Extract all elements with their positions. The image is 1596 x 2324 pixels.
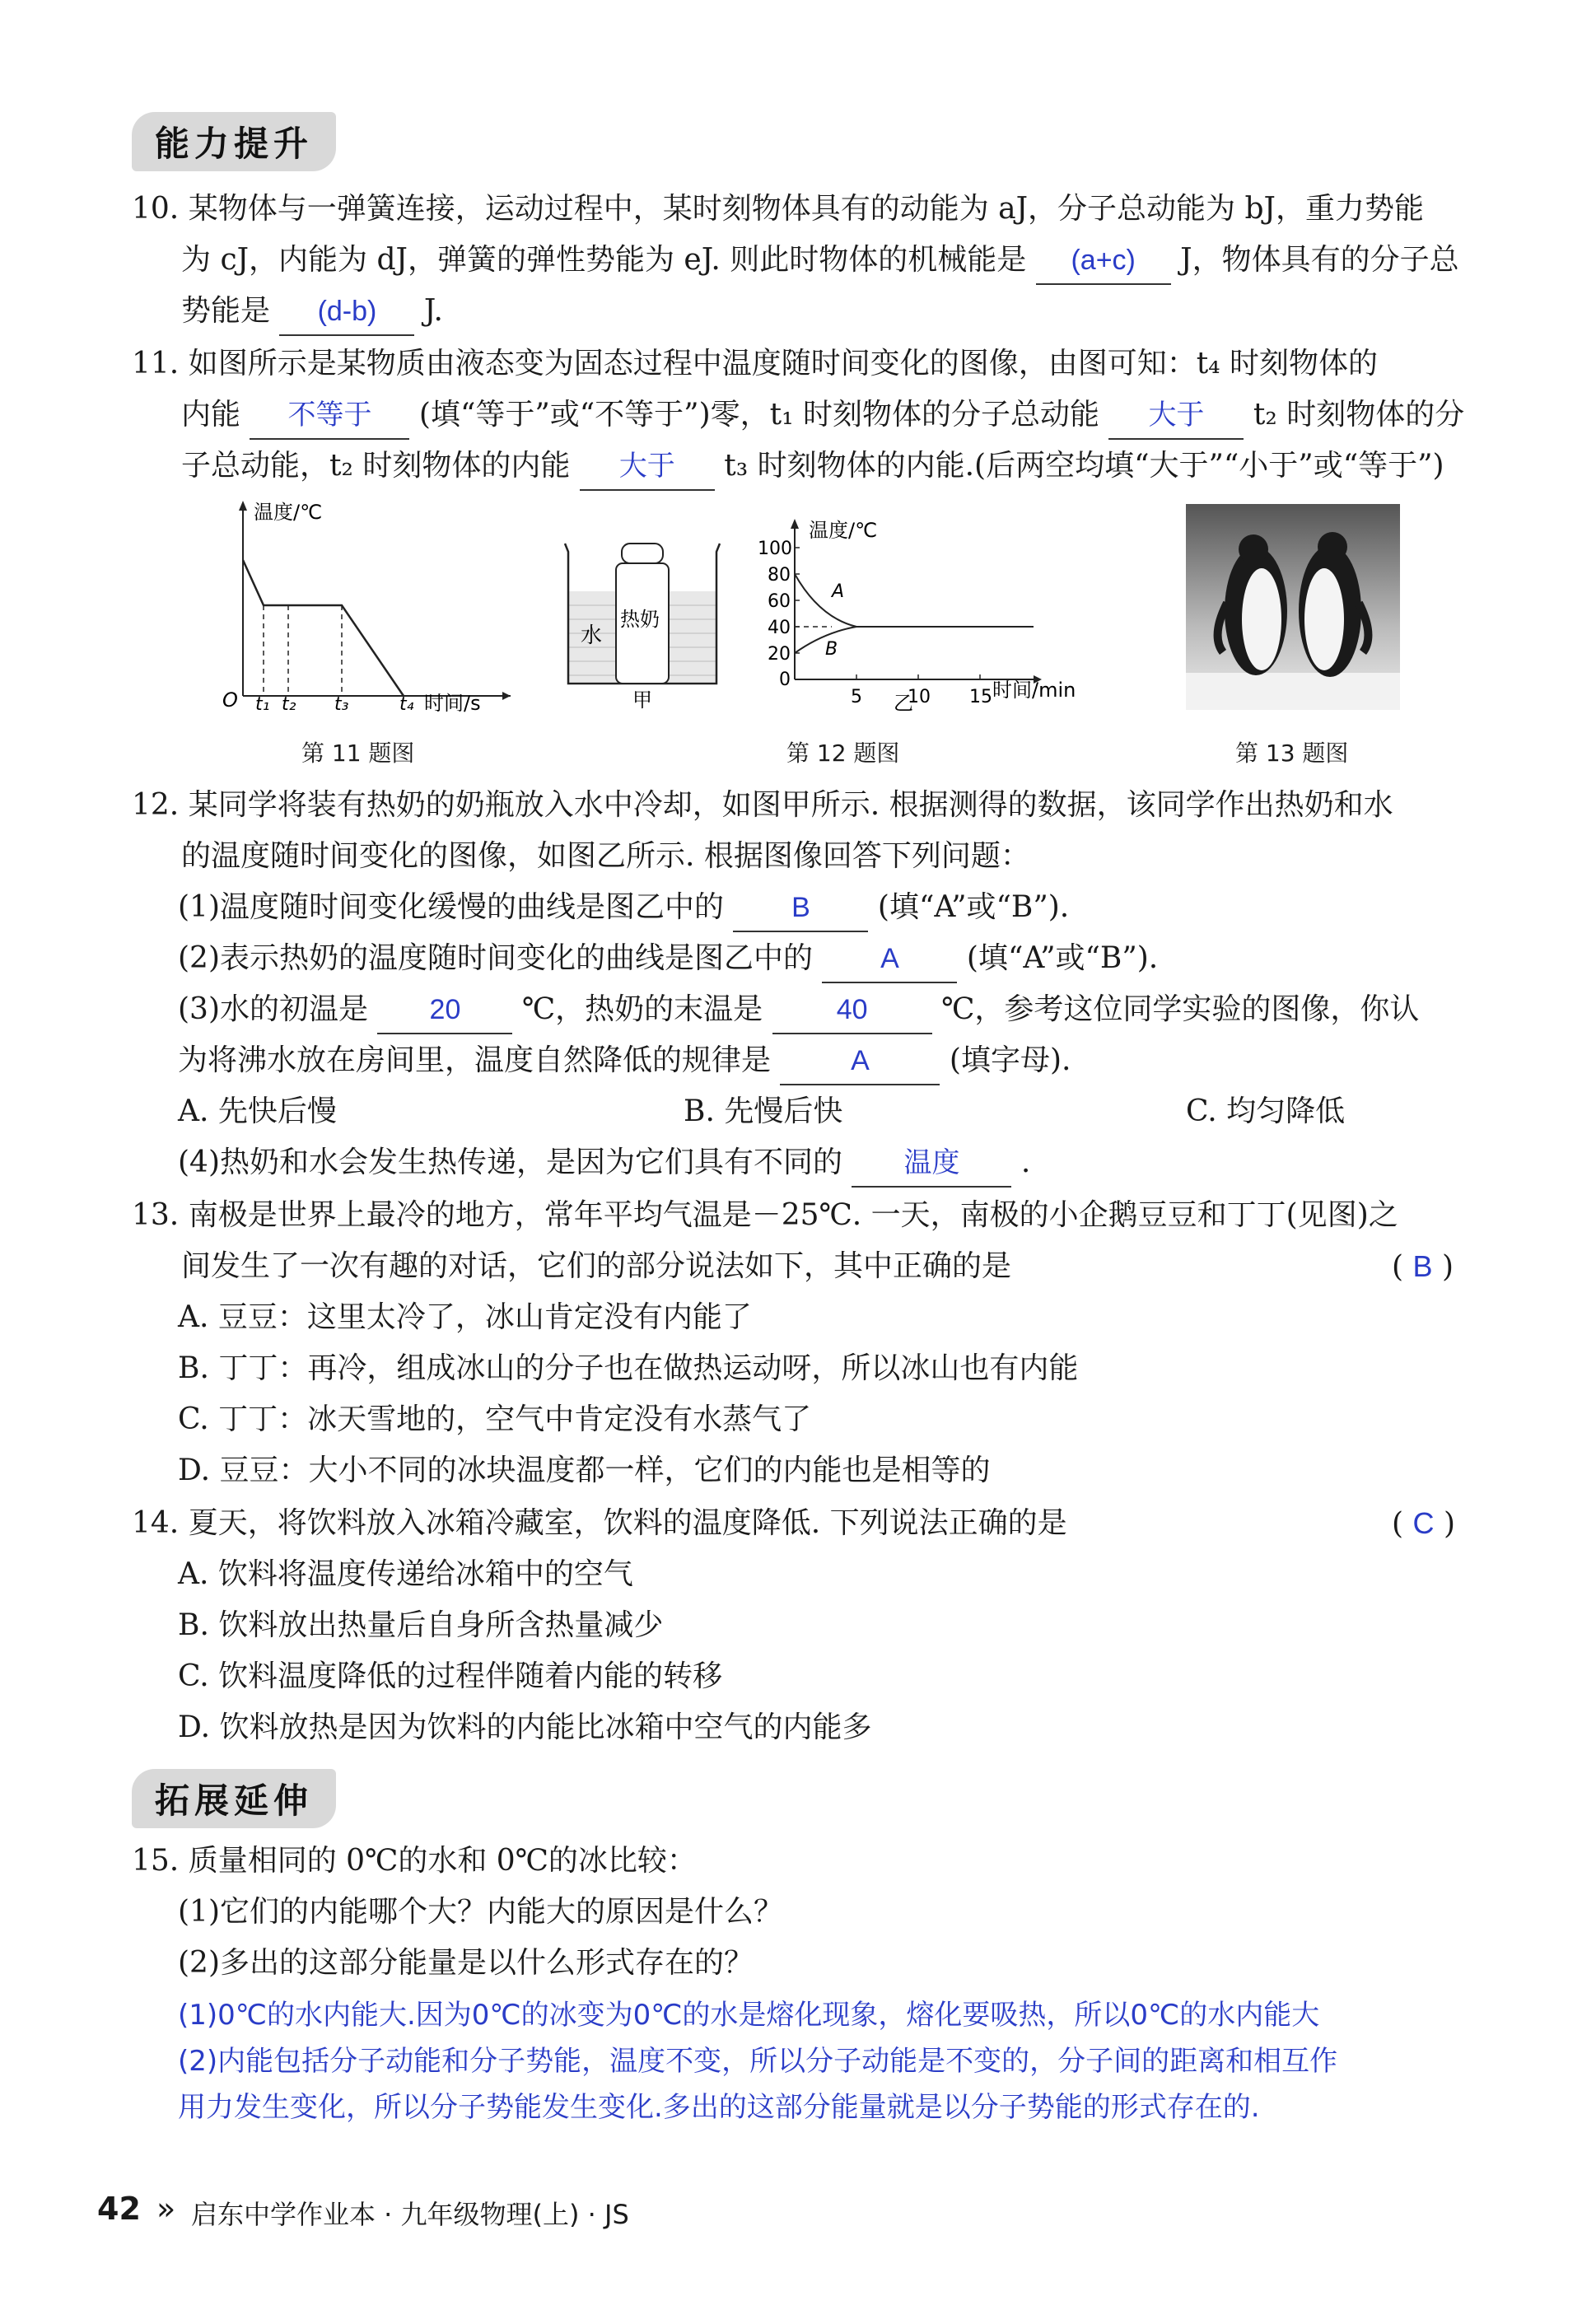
q12-option-b: B. 先慢后快 xyxy=(684,1094,843,1128)
footer-arrows-icon: » xyxy=(156,2191,176,2227)
fig12-jia-label: 甲 xyxy=(632,688,652,712)
fig12-ytick: 0 xyxy=(779,670,791,690)
q12-line2: 的温度随时间变化的图像，如图乙所示. 根据图像回答下列问题： xyxy=(181,839,1030,873)
q11-text: (填“等于”或“不等于”)零，t₁ 时刻物体的分子总动能 xyxy=(418,398,1099,432)
q12-text: (2)表示热奶的温度随时间变化的曲线是图乙中的 xyxy=(178,941,813,975)
fig11-t2: t₂ xyxy=(282,694,296,715)
fig12-yi-label: 乙 xyxy=(894,692,913,715)
q12-answer-2: A xyxy=(822,936,957,983)
q12-part3 xyxy=(178,987,1419,1034)
q12-answer-3b: 40 xyxy=(772,987,932,1034)
q15-line1: 15. 质量相同的 0℃的水和 0℃的冰比较： xyxy=(132,1844,697,1878)
q12-answer-3c: A xyxy=(780,1038,940,1085)
q12-text: (填“A”或“B”). xyxy=(877,890,1070,924)
fig12-ytick: 60 xyxy=(768,591,791,612)
q12-text: 为将沸水放在房间里，温度自然降低的规律是 xyxy=(178,1043,772,1077)
q10-text: 为 cJ，内能为 dJ，弹簧的弹性势能为 eJ. 则此时物体的机械能是 xyxy=(181,243,1027,277)
fig11-origin: O xyxy=(222,688,238,712)
figure-12-graph xyxy=(741,502,1136,716)
fig11-xlabel: 时间/s xyxy=(424,692,481,715)
q12-answer-1: B xyxy=(733,884,868,932)
q12-text: (填字母). xyxy=(949,1043,1071,1077)
q13-answer-bracket: ( B ) xyxy=(1392,1249,1454,1284)
q15-answer-line1: (1)0℃的水内能大.因为0℃的冰变为0℃的水是熔化现象，熔化要吸热，所以0℃的水内能大 xyxy=(178,1999,1320,2032)
q15-part1: (1)它们的内能哪个大？内能大的原因是什么？ xyxy=(178,1895,783,1929)
page-number: 42 xyxy=(97,2191,141,2227)
q10-line2 xyxy=(181,237,1459,285)
section-title: 拓展延伸 xyxy=(155,1780,314,1821)
q12-part4 xyxy=(178,1140,1030,1188)
fig12-milk-label: 热奶 xyxy=(620,608,660,631)
section-header-extension xyxy=(132,1769,336,1828)
q11-answer-1: 不等于 xyxy=(250,392,409,440)
fig12-curve-b-label: B xyxy=(825,639,838,660)
q13-line2: 间发生了一次有趣的对话，它们的部分说法如下，其中正确的是 xyxy=(181,1249,1012,1283)
fig11-t4: t₄ xyxy=(399,694,414,715)
q10-line3 xyxy=(181,288,443,336)
fig12-xtick: 5 xyxy=(851,687,862,707)
q11-answer-2: 大于 xyxy=(1108,392,1244,440)
fig12-xlabel: 时间/min xyxy=(992,679,1076,702)
q12-text: (1)温度随时间变化缓慢的曲线是图乙中的 xyxy=(178,890,724,924)
q15-answer-line3: 用力发生变化，所以分子势能发生变化.多出的这部分能量就是以分子势能的形式存在的. xyxy=(178,2091,1260,2124)
figure-13-penguins-image xyxy=(1186,504,1400,710)
q12-part3-cont xyxy=(178,1038,1071,1085)
q14-option-b: B. 饮料放出热量后自身所含热量减少 xyxy=(178,1608,664,1642)
q15-part2: (2)多出的这部分能量是以什么形式存在的？ xyxy=(178,1946,754,1980)
fig12-ylabel: 温度/℃ xyxy=(809,519,878,542)
q12-line1: 12. 某同学将装有热奶的奶瓶放入水中冷却，如图甲所示. 根据测得的数据，该同学作出热奶和水 xyxy=(132,788,1393,822)
q11-text: t₂ 时刻物体的分 xyxy=(1253,398,1465,432)
q11-text: t₃ 时刻物体的内能.(后两空均填“大于”“小于”或“等于”) xyxy=(724,449,1444,483)
fig11-t1: t₁ xyxy=(255,694,270,715)
q13-option-d: D. 豆豆：大小不同的冰块温度都一样，它们的内能也是相等的 xyxy=(178,1454,991,1487)
q10-text: J，物体具有的分子总 xyxy=(1180,243,1459,277)
figure-11-caption: 第 11 题图 xyxy=(301,740,415,767)
q13-option-c: C. 丁丁：冰天雪地的，空气中肯定没有水蒸气了 xyxy=(178,1402,812,1436)
q14-option-c: C. 饮料温度降低的过程伴随着内能的转移 xyxy=(178,1659,723,1693)
fig12-ytick: 100 xyxy=(758,539,792,559)
q10-text: 势能是 xyxy=(181,294,271,328)
q12-part2 xyxy=(178,936,1158,983)
q14-answer-bracket: ( C ) xyxy=(1392,1506,1455,1541)
fig11-ylabel: 温度/℃ xyxy=(254,501,323,524)
figure-12-caption: 第 12 题图 xyxy=(786,740,900,767)
q12-text: (3)水的初温是 xyxy=(178,992,368,1026)
figure-12-beaker xyxy=(560,527,725,716)
q14-answer: C xyxy=(1412,1506,1435,1540)
q12-option-c: C. 均匀降低 xyxy=(1186,1094,1346,1128)
q15-answer-line2: (2)内能包括分子动能和分子势能，温度不变，所以分子动能是不变的，分子间的距离和相互作 xyxy=(178,2045,1338,2078)
q12-text: (4)热奶和水会发生热传递，是因为它们具有不同的 xyxy=(178,1146,842,1179)
fig12-xtick: 15 xyxy=(969,687,992,707)
q10-text: J. xyxy=(423,294,444,328)
section-title: 能力提升 xyxy=(155,124,314,164)
fig12-xtick: 10 xyxy=(908,687,931,707)
fig12-ytick: 80 xyxy=(768,565,791,586)
q12-text: . xyxy=(1020,1146,1031,1179)
q14-option-d: D. 饮料放热是因为饮料的内能比冰箱中空气的内能多 xyxy=(178,1710,872,1744)
figure-11-graph xyxy=(206,494,519,716)
q11-line2 xyxy=(181,392,1464,440)
fig12-ytick: 20 xyxy=(768,644,791,665)
q11-text: 子总动能，t₂ 时刻物体的内能 xyxy=(181,449,571,483)
q12-answer-4: 温度 xyxy=(852,1140,1011,1188)
q12-option-a: A. 先快后慢 xyxy=(178,1094,337,1128)
q10-answer-potential: (d-b) xyxy=(279,288,414,336)
q13-option-b: B. 丁丁：再冷，组成冰山的分子也在做热运动呀，所以冰山也有内能 xyxy=(178,1351,1079,1385)
q13-option-a: A. 豆豆：这里太冷了，冰山肯定没有内能了 xyxy=(178,1300,752,1334)
q11-line1: 11. 如图所示是某物质由液态变为固态过程中温度随时间变化的图像，由图可知：t₄ 时刻物体的 xyxy=(132,347,1379,380)
figure-13-caption: 第 13 题图 xyxy=(1235,740,1349,767)
q11-text: 内能 xyxy=(181,398,241,432)
q10-line1: 10. 某物体与一弹簧连接，运动过程中，某时刻物体具有的动能为 aJ，分子总动能为 bJ，重力势能 xyxy=(132,192,1424,226)
q13-line1: 13. 南极是世界上最冷的地方，常年平均气温是－25℃. 一天，南极的小企鹅豆豆和丁丁(见图)之 xyxy=(132,1198,1398,1232)
fig11-t3: t₃ xyxy=(334,694,349,715)
fig12-ytick: 40 xyxy=(768,618,791,638)
footer-title: 启东中学作业本 · 九年级物理(上) · JS xyxy=(191,2199,629,2230)
q14-line1: 14. 夏天，将饮料放入冰箱冷藏室，饮料的温度降低. 下列说法正确的是 xyxy=(132,1506,1067,1540)
fig12-water-label: 水 xyxy=(581,623,603,648)
q12-text: ℃，热奶的末温是 xyxy=(521,992,763,1026)
q10-answer-mechanical: (a+c) xyxy=(1036,237,1171,285)
q12-answer-3a: 20 xyxy=(377,987,512,1034)
q11-answer-3: 大于 xyxy=(580,443,715,491)
q12-part1 xyxy=(178,884,1069,932)
q12-text: (填“A”或“B”). xyxy=(966,941,1159,975)
q13-answer: B xyxy=(1412,1249,1433,1283)
q12-text: ℃，参考这位同学实验的图像，你认 xyxy=(941,992,1420,1026)
q11-line3 xyxy=(181,443,1444,491)
q14-option-a: A. 饮料将温度传递给冰箱中的空气 xyxy=(178,1557,633,1591)
fig12-curve-a-label: A xyxy=(832,581,845,602)
section-header-ability xyxy=(132,112,336,171)
